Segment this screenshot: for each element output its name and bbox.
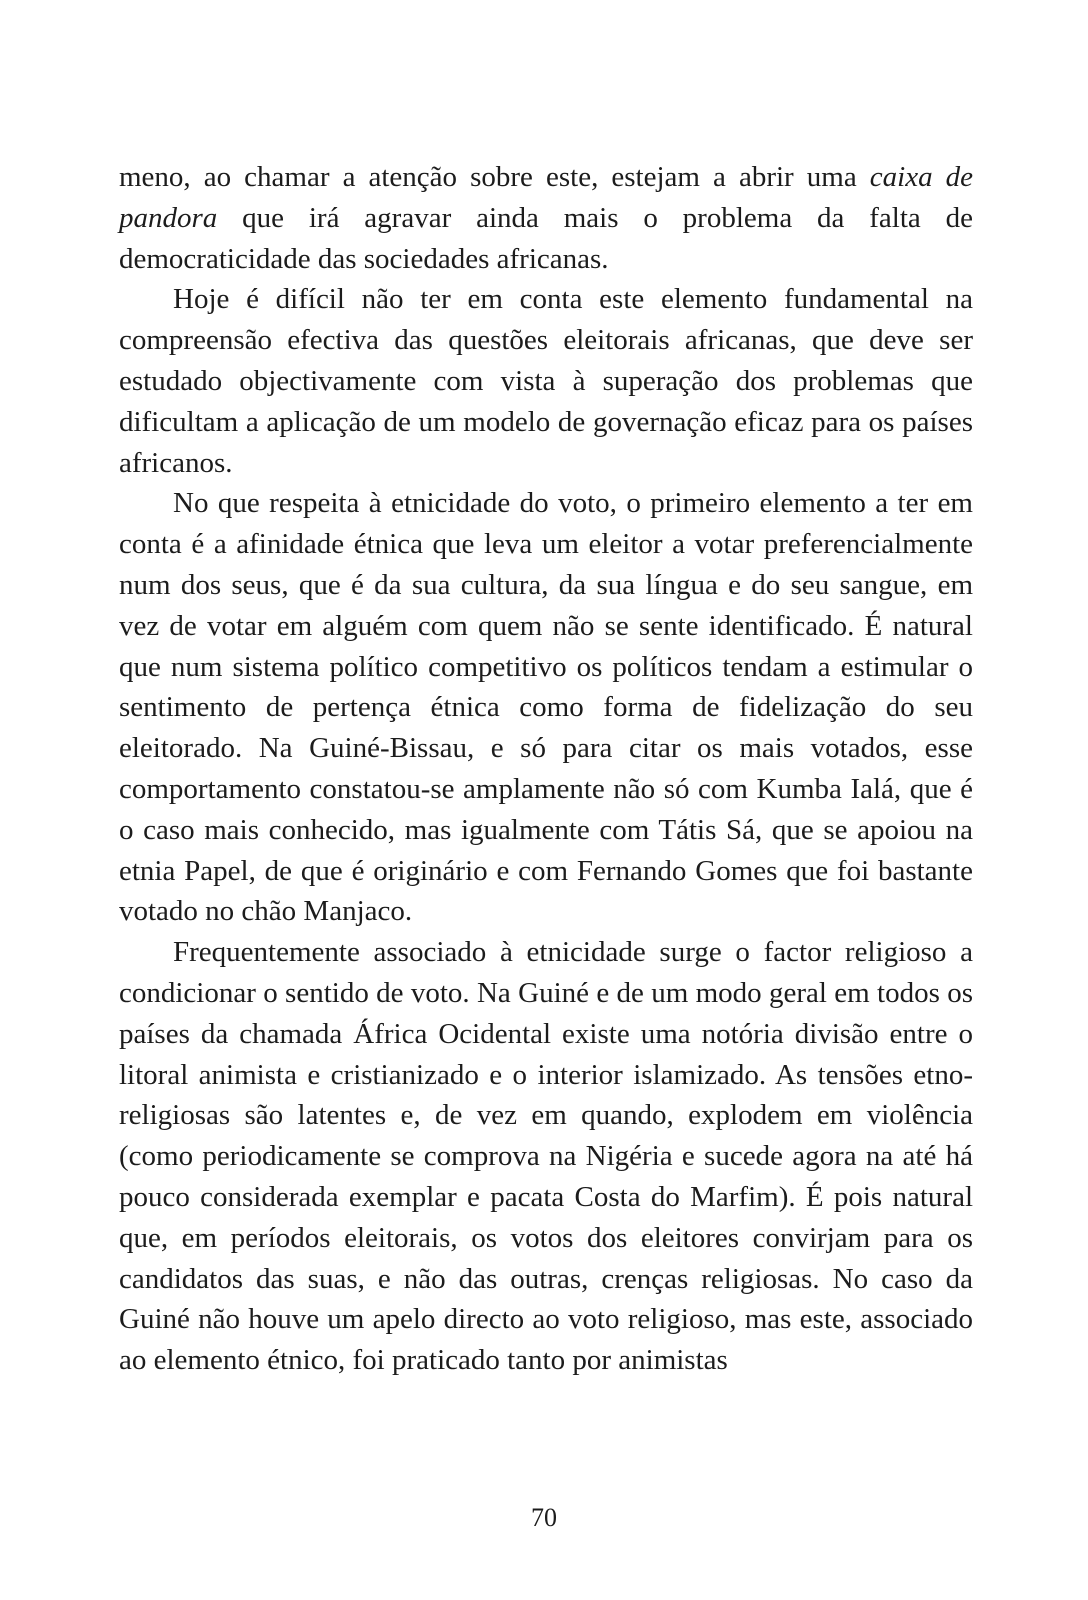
text-run: Frequentemente associado à etnicidade surge o factor religioso a condicionar o sentido de voto. Na Guiné e de um modo geral em todos os países da chamada África Ocidental existe uma notória divisão entre o litoral animista e cristianizado e o interior islamizado. As tensões etno-religiosas são latentes e, de vez em quando, explodem em violência (como periodicamente se comprova na Nigéria e sucede agora na até há pouco considerada exemplar e pacata Costa do Marfim). É pois natural que, em períodos eleitorais, os votos dos eleitores convirjam para os candidatos das suas, e não das outras, crenças religiosas. No caso da Guiné não houve um apelo directo ao voto religioso, mas este, associado ao elemento étnico, foi praticado tanto por animistas	[119, 936, 973, 1377]
paragraph	[119, 483, 973, 932]
page-number: 70	[531, 1503, 557, 1532]
text-run: meno, ao chamar a atenção sobre este, estejam a abrir uma	[119, 161, 870, 193]
body-text	[119, 157, 973, 1381]
text-run: No que respeita à etnicidade do voto, o primeiro elemento a ter em conta é a afinidade étnica que leva um eleitor a votar preferencialmente num dos seus, que é da sua cultura, da sua língua e do seu sangue, em vez de votar em alguém com quem não se sente identificado. É natural que num sistema político competitivo os políticos tendam a estimular o sentimento de pertença étnica como forma de fidelização do seu eleitorado. Na Guiné-Bissau, e só para citar os mais votados, esse comportamento constatou-se amplamente não só com Kumba Ialá, que é o caso mais conhecido, mas igualmente com Tátis Sá, que se apoiou na etnia Papel, de que é originário e com Fernando Gomes que foi bastante votado no chão Manjaco.	[119, 487, 973, 928]
paragraph	[119, 157, 973, 279]
text-run: Hoje é difícil não ter em conta este elemento fundamental na compreensão efectiva das questões eleitorais africanas, que deve ser estudado objectivamente com vista à superação dos problemas que dificultam a aplicação de um modelo de governação eficaz para os países africanos.	[119, 283, 973, 479]
paragraph	[119, 279, 973, 483]
paragraph	[119, 932, 973, 1381]
italic-text: caixa de pandora	[119, 161, 974, 234]
text-run: que irá agravar ainda mais o problema da falta de democraticidade das sociedades africanas.	[119, 201, 973, 275]
